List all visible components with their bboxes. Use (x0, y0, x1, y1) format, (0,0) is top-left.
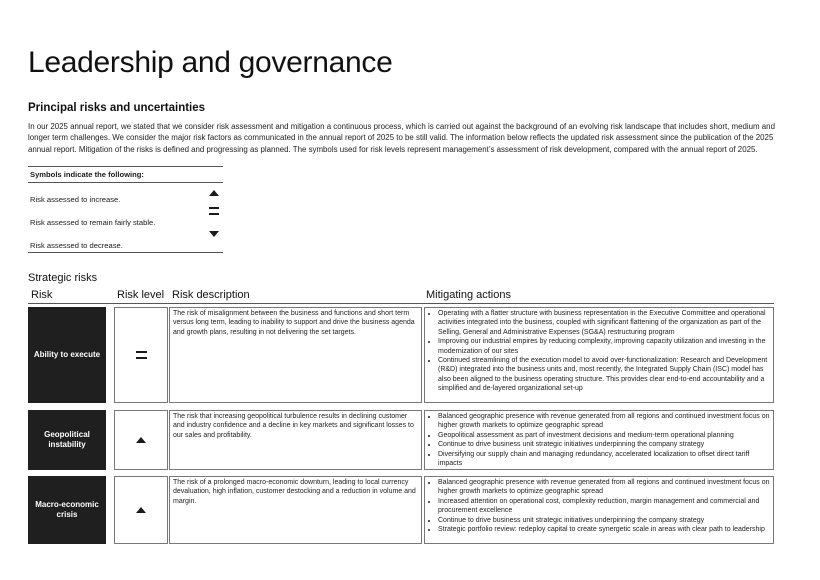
action-item: • Continued streamlining of the execution model to avoid over-functionalization: Research and Development (R&D) integrated into the business units and, most recently, the Integrated Supply Chain (ISC) model has also been aligned to the business operating structure. This provides clear end-to-end accountability and a simplified and de-layered organizational set-up (438, 356, 770, 394)
action-item: • Strategic portfolio review: redeploy capital to create synergetic scale in areas with clear path to leadership (438, 525, 770, 534)
column-header-risk-description: Risk description (172, 289, 250, 301)
mitigating-actions-cell (424, 410, 774, 470)
page-title: Leadership and governance (28, 46, 393, 79)
action-item: • Continue to drive business unit strategic initiatives underpinning the company strategy (438, 440, 770, 449)
intro-paragraph: In our 2025 annual report, we stated that we consider risk assessment and mitigation a continuous process, which is carried out against the background of an evolving risk landscape that includes short, medium and longer term challenges. We consider the major risk factors as communicated in the annual report of 2025 to be still valid. The information below reflects the updated risk assessment since the publication of the 2025 annual report. Mitigation of the risks is defined and progressing as planned. The symbols used for risk levels represent management’s assessment of risk development, compared with the annual report of 2025. (28, 122, 775, 154)
action-item: • Diversifying our supply chain and managing redundancy, accelerated localization to offset direct tariff impacts (438, 450, 770, 469)
column-header-risk-level: Risk level (117, 289, 165, 301)
symbol-legend (28, 166, 223, 253)
risk-level-cell (114, 410, 168, 470)
column-header-mitigating-actions: Mitigating actions (426, 289, 511, 301)
triangle-up-icon (136, 507, 146, 513)
legend-label: Risk assessed to remain fairly stable. (30, 218, 156, 227)
section-title: Principal risks and uncertainties (28, 102, 206, 114)
triangle-up-icon (209, 190, 219, 196)
action-item: • Increased attention on operational cost, complexity reduction, margin management and commercial and procurement excellence (438, 497, 770, 516)
action-item: • Balanced geographic presence with revenue generated from all regions and continued investment focus on higher growth markets to optimize geographic spread (438, 478, 770, 497)
risk-level-cell (114, 307, 168, 403)
risk-name-cell: Ability to execute (28, 307, 106, 403)
legend-item (28, 206, 223, 229)
risk-description-cell: The risk of misalignment between the business and functions and short term versus long term, leading to inability to support and drive the business agenda and growth plans, resulting in not delivering the set targets. (169, 307, 422, 403)
legend-heading: Symbols indicate the following: (28, 167, 223, 183)
risk-row (28, 410, 774, 470)
risk-description-cell: The risk that increasing geopolitical turbulence results in declining customer and industry confidence and a decline in key markets and significant losses to our sales and profitability. (169, 410, 422, 470)
mitigating-actions-cell (424, 307, 774, 403)
action-item: • Geopolitical assessment as part of investment decisions and medium-term operational planning (438, 431, 770, 440)
triangle-down-icon (209, 231, 219, 237)
equals-icon (136, 351, 147, 359)
risk-level-cell (114, 476, 168, 544)
risk-row (28, 307, 774, 403)
risk-description-cell: The risk of a prolonged macro-economic downturn, leading to local currency devaluation, high inflation, customer destocking and a reduction in volume and margin. (169, 476, 422, 544)
legend-item (28, 183, 223, 206)
legend-label: Risk assessed to increase. (30, 195, 121, 204)
risk-name-cell: Macro-economic crisis (28, 476, 106, 544)
column-header-risk: Risk (31, 289, 53, 301)
equals-icon (209, 207, 219, 215)
action-item: • Operating with a flatter structure with business representation in the Executive Committee and operational activities integrated into the business, coupled with significant flattening of the organization as part of the Selling, General and Administrative Expenses (SG&A) restructuring program (438, 309, 770, 337)
action-item: • Balanced geographic presence with revenue generated from all regions and continued investment focus on higher growth markets to optimize geographic spread (438, 412, 770, 431)
strategic-risks-title: Strategic risks (28, 272, 98, 284)
action-item: • Improving our industrial empires by reducing complexity, improving capacity utilization and investing in the modernization of our sites (438, 337, 770, 356)
legend-item (28, 229, 223, 252)
action-item: • Continue to drive business unit strategic initiatives underpinning the company strategy (438, 516, 770, 525)
mitigating-actions-cell (424, 476, 774, 544)
risk-row (28, 476, 774, 544)
header-divider (28, 303, 774, 304)
risk-name-cell: Geopolitical instability (28, 410, 106, 470)
triangle-up-icon (136, 437, 146, 443)
legend-label: Risk assessed to decrease. (30, 241, 123, 250)
